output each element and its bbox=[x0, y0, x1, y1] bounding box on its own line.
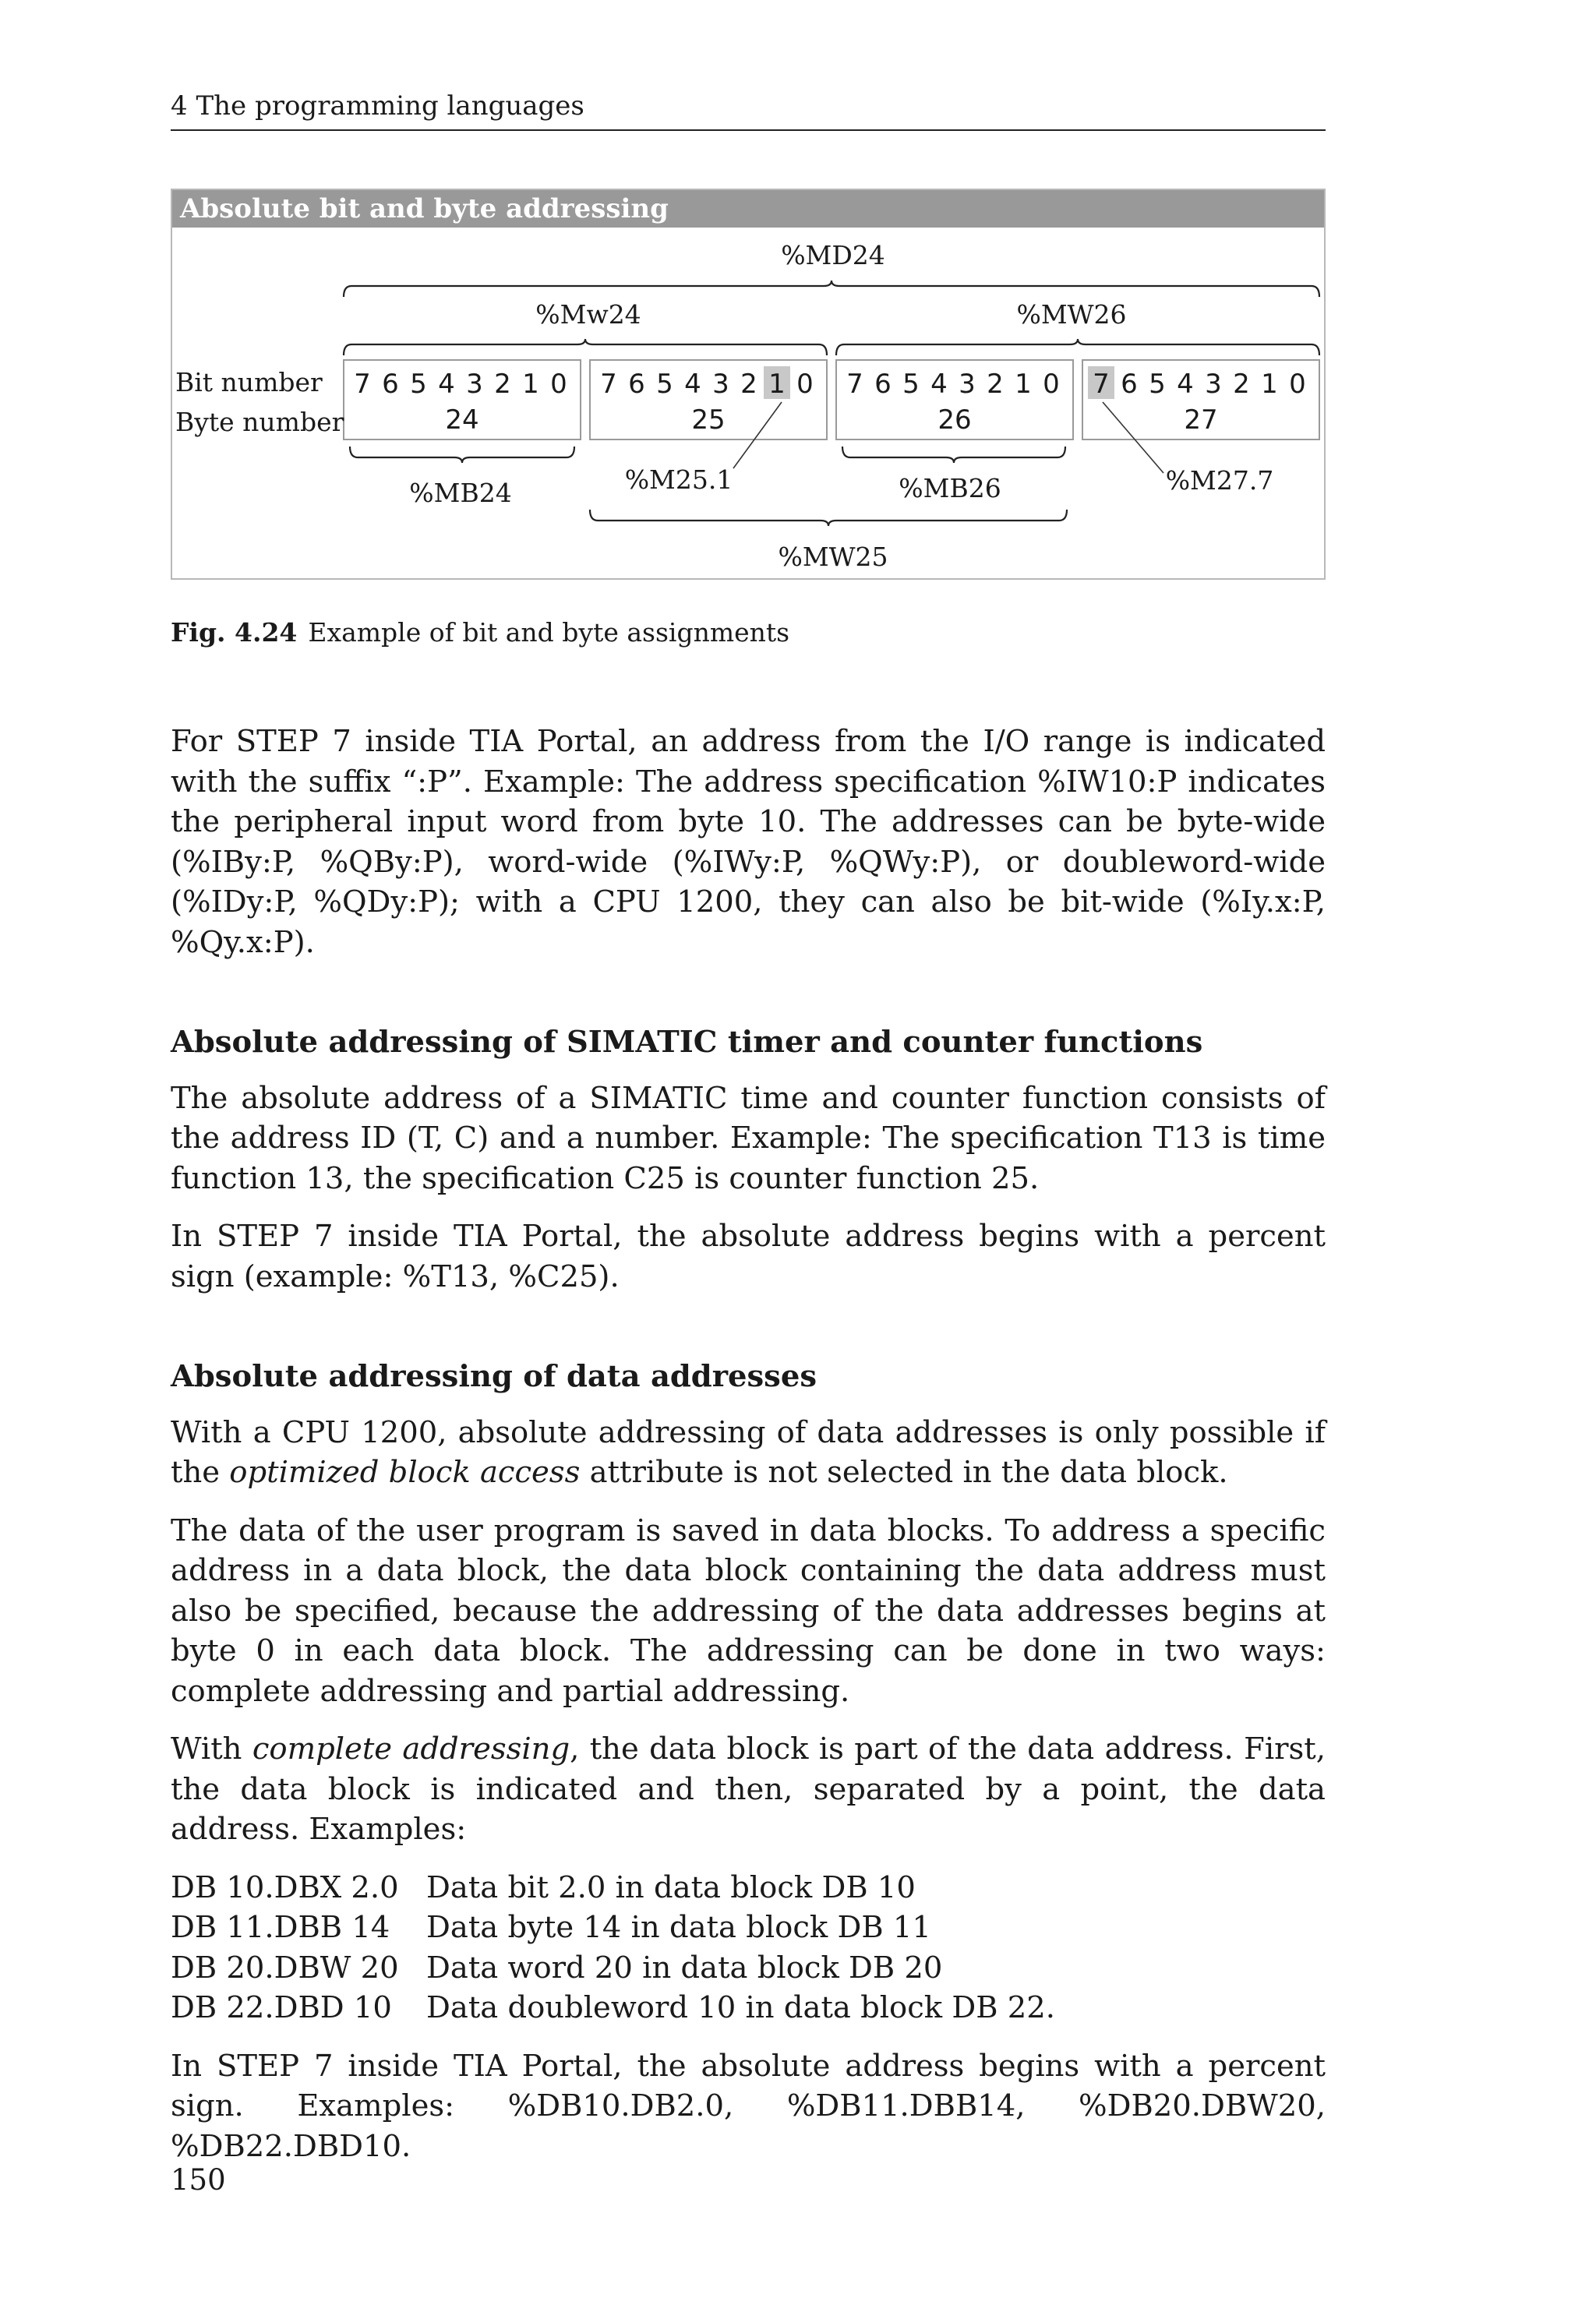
bit-number: 5 bbox=[656, 369, 673, 400]
bit-number: 0 bbox=[1043, 369, 1060, 400]
bit-number: 1 bbox=[1015, 369, 1032, 400]
bit-number: 4 bbox=[438, 369, 455, 400]
bit-number: 2 bbox=[740, 369, 757, 400]
caption-label: Fig. 4.24 bbox=[171, 617, 298, 648]
bit-number: 0 bbox=[796, 369, 814, 400]
label-md24: %MD24 bbox=[781, 240, 885, 270]
example-row bbox=[171, 1948, 1326, 1989]
example-desc: Data byte 14 in data block DB 11 bbox=[426, 1910, 931, 1945]
bit-number: 7 bbox=[1093, 369, 1110, 400]
bit-number: 5 bbox=[410, 369, 427, 400]
paragraph-percent-examples: In STEP 7 inside TIA Portal, the absolute address begins with a percent sign. Examples: %DB10.DB2.0, %DB11.DBB14, %DB20.DBW20, %DB22.DBD10. bbox=[171, 2048, 1326, 2164]
body-text bbox=[171, 722, 1326, 2166]
byte-number: 24 bbox=[445, 404, 479, 436]
brace-mw25 bbox=[590, 510, 1067, 526]
paragraph-data-blocks: The data of the user program is saved in data blocks. To address a specific address in a data block, the data block containing the data address must also be specified, because the addressing of the data addresses begins at byte 0 in each data block. The addressing can be done in two ways: complete addressing and partial addressing. bbox=[171, 1513, 1326, 1709]
bit-number: 4 bbox=[684, 369, 701, 400]
bit-number: 2 bbox=[494, 369, 511, 400]
example-code: DB 22.DBD 10 bbox=[171, 1990, 392, 2025]
label-m27-7: %M27.7 bbox=[1165, 465, 1274, 496]
header-rule bbox=[171, 129, 1326, 131]
paragraph-timer-counter: The absolute address of a SIMATIC time and counter function consists of the address ID (T, C) and a number. Example: The specification T13 is time function 13, the specification C25 is counter function 25. bbox=[171, 1080, 1326, 1196]
bit-number: 7 bbox=[846, 369, 863, 400]
bit-number: 1 bbox=[522, 369, 539, 400]
bit-number: 5 bbox=[902, 369, 920, 400]
bit-number: 0 bbox=[550, 369, 567, 400]
bit-number: 4 bbox=[930, 369, 948, 400]
page-number: 150 bbox=[171, 2163, 226, 2197]
bit-number: 3 bbox=[959, 369, 976, 400]
brace-mw26 bbox=[836, 339, 1319, 355]
heading-data-addresses: Absolute addressing of data addresses bbox=[171, 1359, 817, 1394]
bit-number: 2 bbox=[1233, 369, 1250, 400]
running-head: 4 The programming languages bbox=[171, 90, 584, 122]
label-m25-1: %M25.1 bbox=[624, 464, 733, 495]
bit-number: 6 bbox=[1121, 369, 1138, 400]
paragraph-cpu1200: With a CPU 1200, absolute addressing of data addresses is only possible if the optimized block access attribute is not selected in the data block. bbox=[171, 1414, 1326, 1490]
figure-bit-byte-addressing bbox=[171, 189, 1326, 580]
label-mw25: %MW25 bbox=[778, 542, 888, 572]
bit-number: 1 bbox=[1261, 369, 1278, 400]
label-mb24: %MB24 bbox=[409, 478, 512, 508]
figure-title: Absolute bit and byte addressing bbox=[172, 190, 1324, 228]
example-desc: Data bit 2.0 in data block DB 10 bbox=[426, 1869, 916, 1905]
example-row bbox=[171, 1988, 1326, 2028]
paragraph-percent-sign: In STEP 7 inside TIA Portal, the absolute address begins with a percent sign (example: %T13, %C25). bbox=[171, 1219, 1326, 1294]
bit-number: 6 bbox=[628, 369, 645, 400]
caption-text: Example of bit and byte assignments bbox=[308, 617, 790, 648]
bit-number: 1 bbox=[768, 369, 786, 400]
bit-number: 3 bbox=[712, 369, 729, 400]
addressing-diagram bbox=[172, 190, 1327, 581]
heading-timer-counter: Absolute addressing of SIMATIC timer and counter functions bbox=[171, 1025, 1203, 1060]
bit-number: 4 bbox=[1177, 369, 1194, 400]
term-complete-addressing: complete addressing bbox=[252, 1731, 570, 1767]
bit-number: 5 bbox=[1149, 369, 1166, 400]
example-code: DB 11.DBB 14 bbox=[171, 1910, 390, 1945]
paragraph-io-suffix: For STEP 7 inside TIA Portal, an address from the I/O range is indicated with the suffix “:P”. Example: The address specification %IW10:P indicates the peripheral input word from byte 10. The addresses can be byte-wide (%IBy:P, %QBy:P), word-wide (%IWy:P, %QWy:P), or doubleword-wide (%IDy:P, %QDy:P); with a CPU 1200, they can also be bit-wide (%Iy.x:P, %Qy.x:P). bbox=[171, 724, 1326, 960]
row-label-byte-number: Byte number bbox=[175, 407, 344, 437]
example-code: DB 10.DBX 2.0 bbox=[171, 1869, 399, 1905]
label-mw26: %MW26 bbox=[1016, 299, 1127, 330]
term-optimized-block-access: optimized block access bbox=[229, 1455, 581, 1490]
example-code: DB 20.DBW 20 bbox=[171, 1950, 399, 1986]
paragraph-complete-addressing: With complete addressing, the data block is part of the data address. First, the data block is indicated and then, separated by a point, the data address. Examples: bbox=[171, 1731, 1326, 1847]
figure-caption bbox=[171, 617, 789, 648]
brace-mw24 bbox=[344, 339, 827, 355]
bit-number: 2 bbox=[987, 369, 1004, 400]
example-row bbox=[171, 1908, 1326, 1948]
label-mw24: %Mw24 bbox=[535, 299, 641, 330]
bit-number: 3 bbox=[466, 369, 483, 400]
byte-number: 27 bbox=[1184, 404, 1218, 436]
brace-mb24 bbox=[350, 447, 574, 463]
bit-number: 7 bbox=[600, 369, 617, 400]
bit-number: 7 bbox=[354, 369, 371, 400]
byte-number: 26 bbox=[937, 404, 972, 436]
byte-box-group bbox=[344, 360, 1319, 439]
brace-md24 bbox=[344, 281, 1319, 297]
label-mb26: %MB26 bbox=[899, 473, 1001, 503]
bit-number: 6 bbox=[382, 369, 399, 400]
example-desc: Data doubleword 10 in data block DB 22. bbox=[426, 1990, 1055, 2025]
brace-mb26 bbox=[842, 447, 1065, 463]
examples-list bbox=[171, 1868, 1326, 2028]
byte-number: 25 bbox=[691, 404, 726, 436]
bit-number: 6 bbox=[874, 369, 892, 400]
example-row bbox=[171, 1868, 1326, 1908]
bit-number: 3 bbox=[1205, 369, 1222, 400]
example-desc: Data word 20 in data block DB 20 bbox=[426, 1950, 943, 1986]
row-label-bit-number: Bit number bbox=[175, 367, 323, 397]
bit-number: 0 bbox=[1289, 369, 1306, 400]
